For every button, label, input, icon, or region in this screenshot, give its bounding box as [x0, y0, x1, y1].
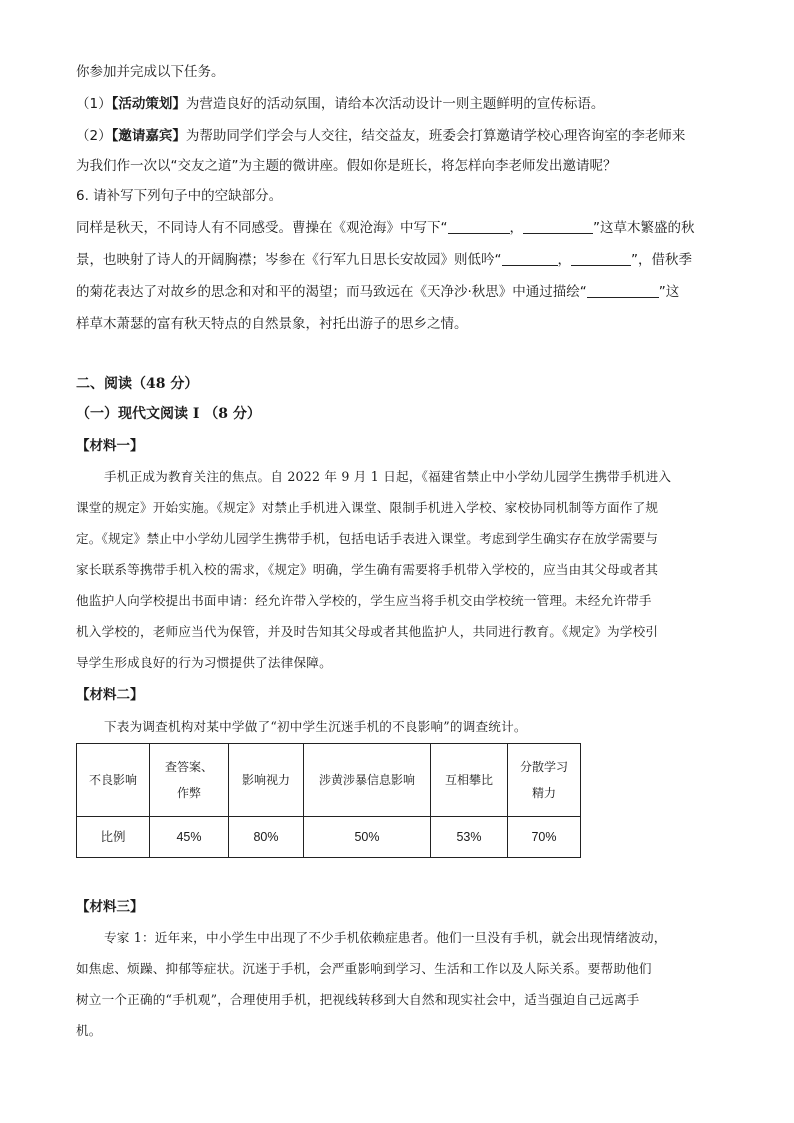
- material-3-header: 【材料三】: [76, 899, 144, 915]
- answer-blank[interactable]: [523, 219, 593, 234]
- q6-text: ”这草木繁盛的秋: [593, 220, 695, 236]
- table-header-cell: [431, 744, 508, 817]
- subsection-1-heading: （一）现代文阅读 I （8 分）: [76, 406, 261, 422]
- material-1-line: 他监护人向学校提出书面申请：经允许带入学校的，学生应当将手机交由学校统一管理。未经允许带手: [76, 593, 652, 608]
- table-cell: 80%: [229, 817, 304, 858]
- question-6-line-1: [76, 218, 726, 238]
- material-3-line: 如焦虑、烦躁、抑郁等症状。沉迷于手机，会严重影响到学习、生活和工作以及人际关系。要帮助他们: [76, 961, 652, 976]
- answer-blank[interactable]: [587, 283, 659, 298]
- question-6-line-2: [76, 250, 726, 270]
- material-2-intro: 下表为调查机构对某中学做了“初中学生沉迷手机的不良影响”的调查统计。: [104, 719, 527, 734]
- answer-blank[interactable]: [502, 251, 558, 266]
- material-1-line: 定。《规定》禁止中小学幼儿园学生携带手机，包括电话手表进入课堂。考虑到学生确实存在放学需要与: [76, 531, 659, 546]
- q6-text: ”这: [658, 284, 680, 300]
- table-header-cell: [229, 744, 304, 817]
- header-text: 作弊: [176, 786, 201, 800]
- table-header-cell: [150, 744, 229, 817]
- question-6-line-3: [76, 282, 726, 302]
- material-2-header: 【材料二】: [76, 687, 144, 703]
- task-2-text: 为帮助同学们学会与人交往，结交益友，班委会打算邀请学校心理咨询室的李老师来: [185, 128, 686, 144]
- question-6-line-4: 样草木萧瑟的富有秋天特点的自然景象，衬托出游子的思乡之情。: [76, 316, 468, 332]
- material-3-line: 专家 1：近年来，中小学生中出现了不少手机依赖症患者。他们一旦没有手机，就会出现情绪波动，: [104, 930, 667, 945]
- material-3-line: 树立一个正确的“手机观”，合理使用手机，把视线转移到大自然和现实社会中，适当强迫自己远离手: [76, 992, 640, 1007]
- task-1-tag: 【活动策划】: [111, 96, 186, 112]
- header-text: 分散学习: [519, 760, 568, 774]
- table-header-row: [77, 744, 581, 817]
- question-6-title: 6. 请补写下列句子中的空缺部分。: [76, 188, 283, 204]
- material-1-line: 课堂的规定》开始实施。《规定》对禁止手机进入课堂、限制手机进入学校、家校协同机制等方面作了规: [76, 500, 659, 515]
- material-1-line: 导学生形成良好的行为习惯提供了法律保障。: [76, 655, 332, 670]
- task-1-number: （1）: [76, 96, 112, 112]
- q6-text: 景，也映射了诗人的开阔胸襟；岑参在《行军九日思长安故园》则低吟“: [76, 252, 502, 268]
- header-text: 精力: [531, 786, 556, 800]
- table-header-cell: [508, 744, 581, 817]
- table-cell: 45%: [150, 817, 229, 858]
- intro-line: 你参加并完成以下任务。: [76, 64, 225, 80]
- task-2: [76, 126, 726, 146]
- task-2-number: （2）: [76, 128, 112, 144]
- survey-table: [76, 743, 581, 858]
- table-cell: 70%: [508, 817, 581, 858]
- table-cell: 50%: [304, 817, 431, 858]
- table-value-label: 比例: [77, 817, 150, 858]
- table-value-row: [77, 817, 581, 858]
- q6-text: ，: [557, 252, 571, 268]
- section-2-heading: 二、阅读（48 分）: [76, 376, 199, 392]
- material-1-line: 机入学校的，老师应当代为保管，并及时告知其父母或者其他监护人，共同进行教育。《规定》为学校引: [76, 624, 659, 639]
- answer-blank[interactable]: [448, 219, 510, 234]
- header-text: 互相攀比: [444, 773, 493, 787]
- table-cell: 53%: [431, 817, 508, 858]
- q6-text: ”，借秋季: [631, 252, 692, 268]
- task-2-tag: 【邀请嘉宾】: [111, 128, 186, 144]
- header-text: 影响视力: [241, 773, 290, 787]
- q6-text: 同样是秋天，不同诗人有不同感受。曹操在《观沧海》中写下“: [76, 220, 448, 236]
- table-row-label: 不良影响: [77, 744, 150, 817]
- task-1-text: 为营造良好的活动氛围，请给本次活动设计一则主题鲜明的宣传标语。: [185, 96, 605, 112]
- task-2-continued: 为我们作一次以“交友之道”为主题的微讲座。假如你是班长，将怎样向李老师发出邀请呢？: [76, 158, 617, 174]
- table-header-cell: [304, 744, 431, 817]
- material-1-line: 手机正成为教育关注的焦点。自 2022 年 9 月 1 日起，《福建省禁止中小学幼儿园学生携带手机进入: [104, 469, 672, 484]
- material-1-header: 【材料一】: [76, 438, 144, 454]
- material-3-line: 机。: [76, 1023, 102, 1038]
- header-text: 查答案、: [164, 760, 213, 774]
- q6-text: ，: [509, 220, 523, 236]
- answer-blank[interactable]: [571, 251, 631, 266]
- q6-text: 的菊花表达了对故乡的思念和对和平的渴望；而马致远在《天净沙·秋思》中通过描绘“: [76, 284, 587, 300]
- task-1: [76, 94, 726, 114]
- material-1-line: 家长联系等携带手机入校的需求，《规定》明确，学生确有需要将手机带入学校的，应当由其父母或者其: [76, 562, 659, 577]
- header-text: 涉黄涉暴信息影响: [318, 773, 415, 787]
